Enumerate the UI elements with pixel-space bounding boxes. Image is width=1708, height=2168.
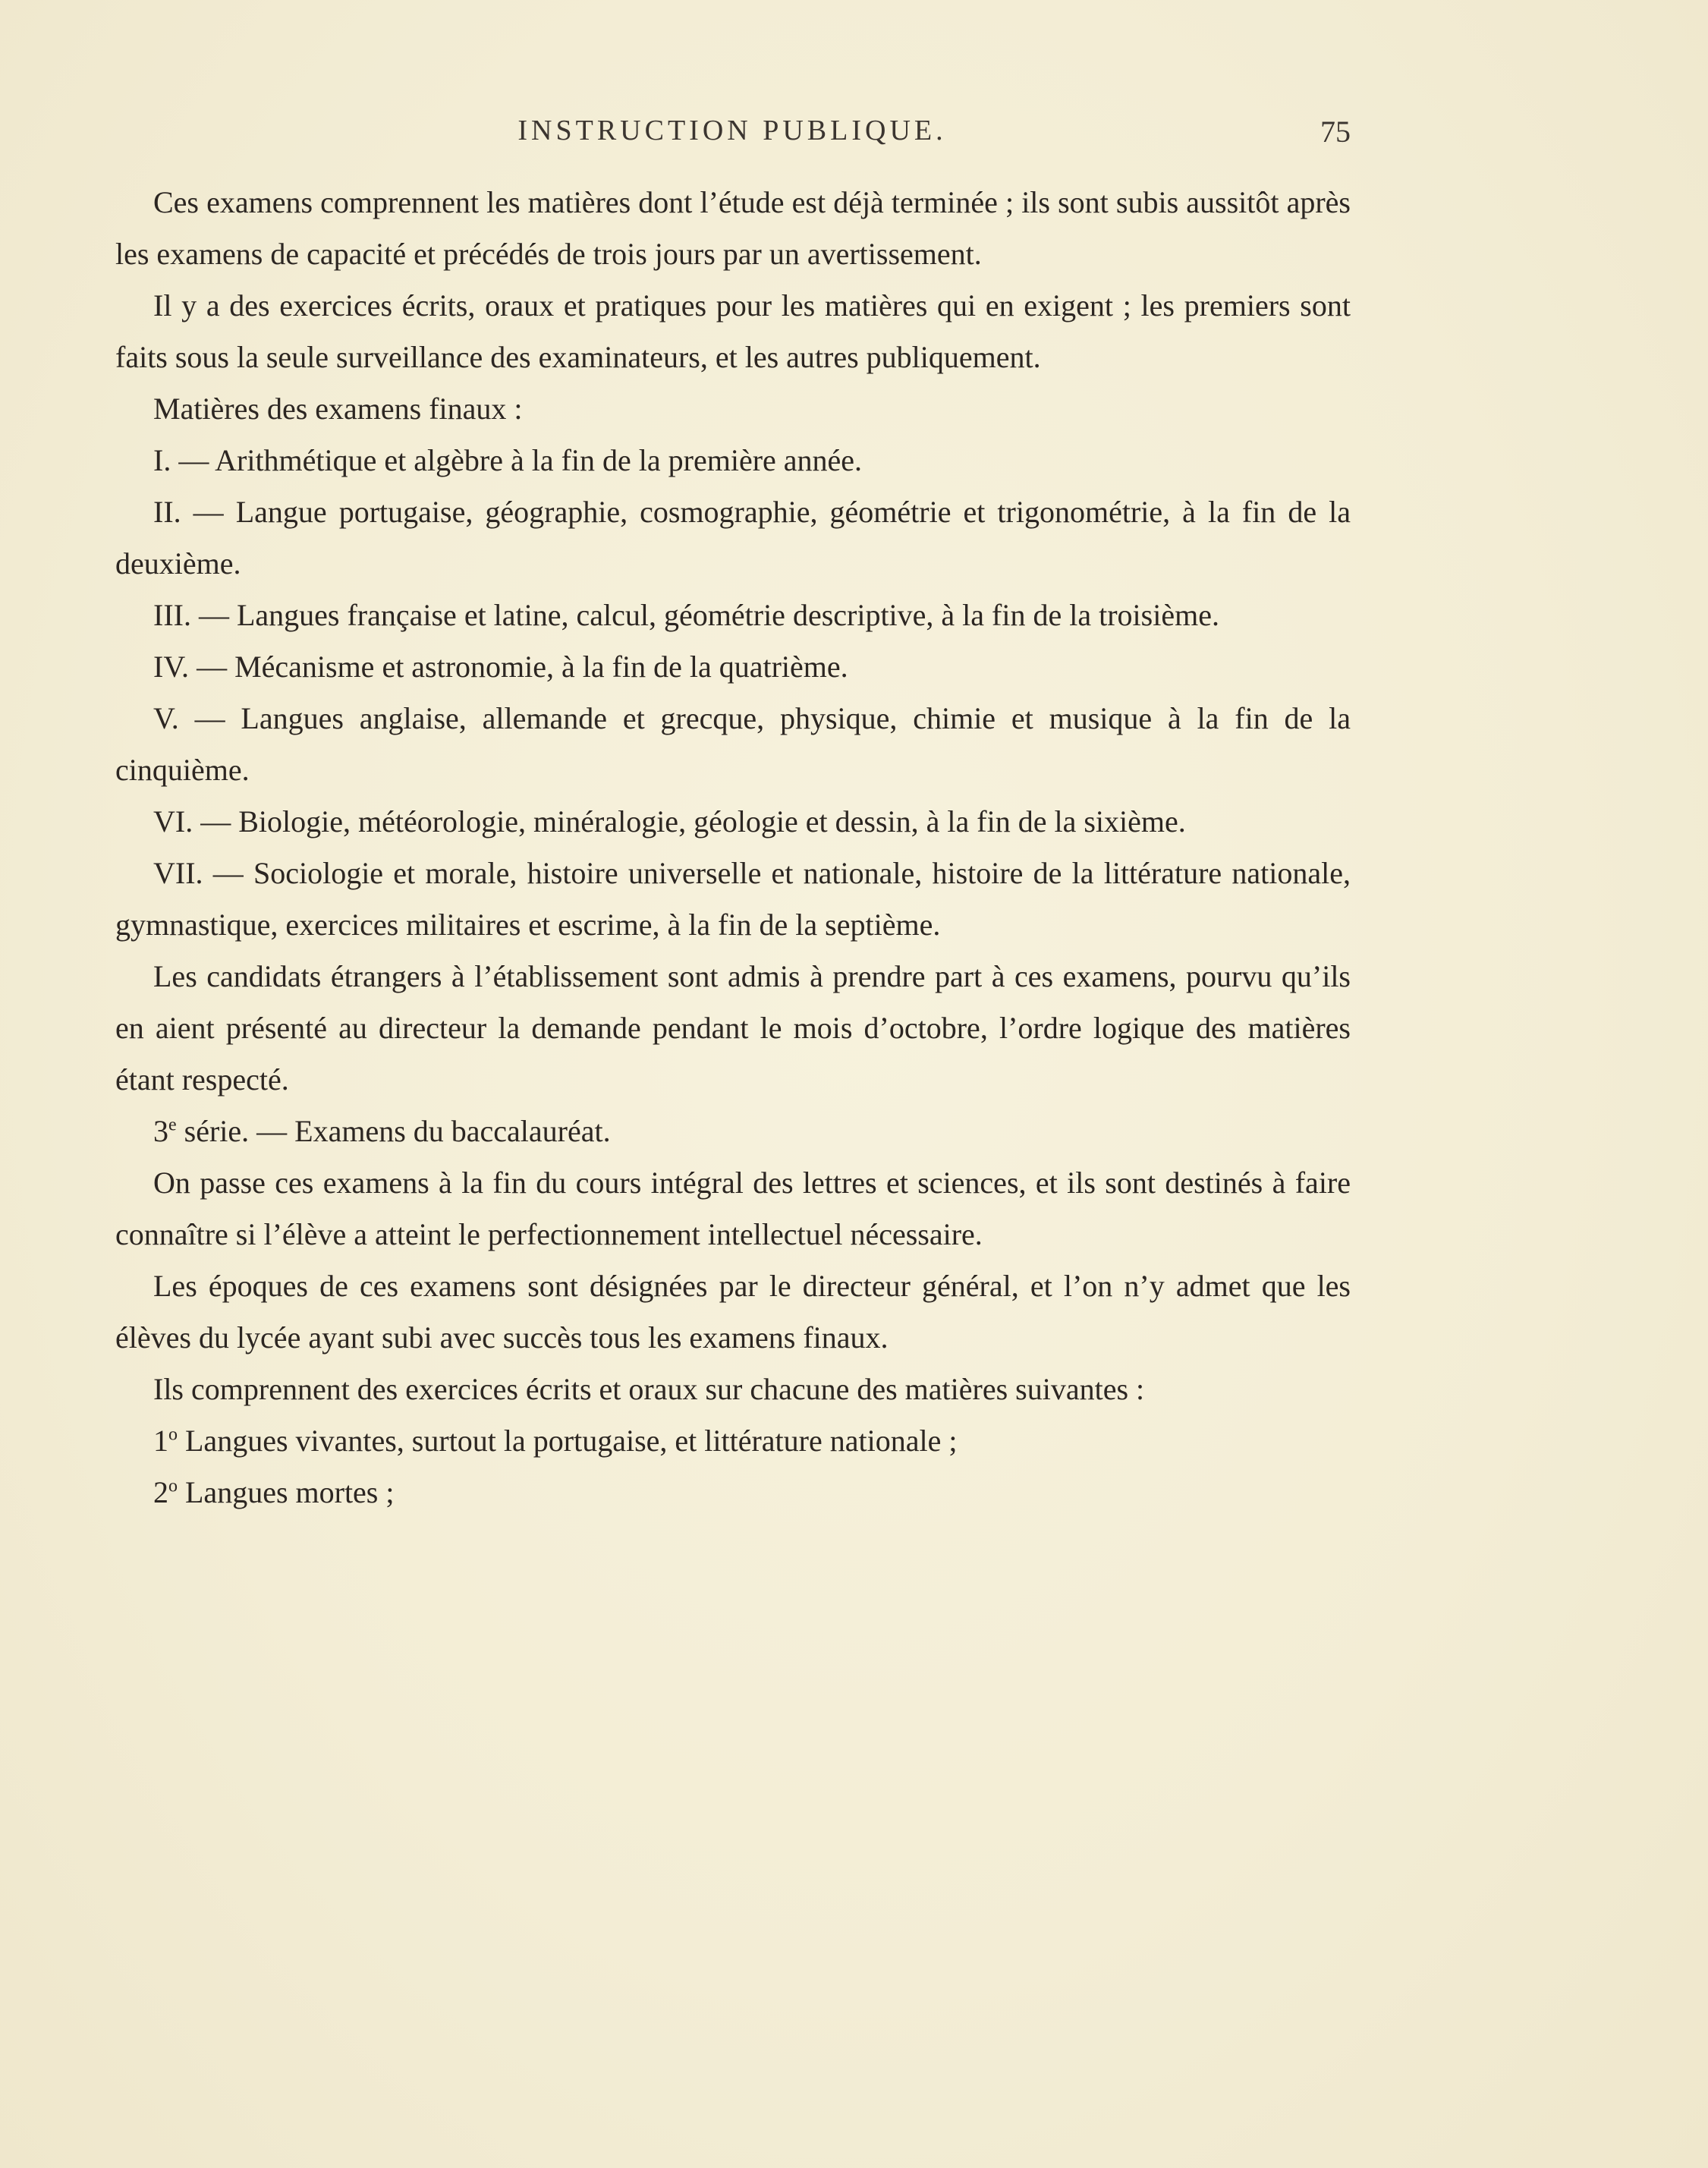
subject-ordinal-suffix: o	[168, 1476, 178, 1496]
item-text: Arithmétique et algèbre à la fin de la première année.	[215, 443, 863, 477]
item-dash: —	[193, 804, 239, 839]
final-exam-item-6	[115, 796, 1351, 848]
final-exam-item-2	[115, 486, 1351, 590]
item-text: Mécanisme et astronomie, à la fin de la quatrième.	[234, 650, 848, 684]
item-text: Langue portugaise, géographie, cosmographie, géométrie et trigonométrie, à la fin de la deuxième.	[115, 495, 1351, 581]
item-number: II.	[153, 495, 181, 529]
paragraph-exam-subjects: Ces examens comprennent les matières dont l’étude est déjà terminée ; ils sont subis aussitôt après les examens de capacité et précédés de trois jours par un avertissement.	[115, 185, 1351, 271]
subject-item-2	[115, 1467, 1351, 1518]
paragraph-subjects-intro: Ils comprennent des exercices écrits et oraux sur chacune des matières suivantes :	[153, 1372, 1145, 1406]
item-text: Biologie, météorologie, minéralogie, géologie et dessin, à la fin de la sixième.	[238, 804, 1186, 839]
subject-item-1	[115, 1415, 1351, 1467]
item-dash: —	[178, 701, 241, 735]
item-text: Langues anglaise, allemande et grecque, physique, chimie et musique à la fin de la cinquième.	[115, 701, 1351, 787]
paragraph-exam-periods: Les époques de ces examens sont désignées par le directeur général, et l’on n’y admet que les élèves du lycée ayant subi avec succès tous les examens finaux.	[115, 1269, 1351, 1355]
final-exam-item-3	[115, 590, 1351, 641]
final-exam-item-5	[115, 693, 1351, 796]
item-number: IV.	[153, 650, 190, 684]
final-exam-item-1	[115, 435, 1351, 486]
paragraph-baccalaureate: On passe ces examens à la fin du cours intégral des lettres et sciences, et ils sont destinés à faire connaître si l’élève a atteint le perfectionnement intellectuel nécessaire.	[115, 1166, 1351, 1251]
item-text: Sociologie et morale, histoire universelle et nationale, histoire de la littérature nationale, gymnastique, exercices militaires et escrime, à la fin de la septième.	[115, 856, 1351, 942]
page-number: 75	[1320, 115, 1351, 149]
item-number: VI.	[153, 804, 193, 839]
item-dash: —	[190, 598, 237, 632]
series-title: série. — Examens du baccalauréat.	[176, 1114, 611, 1148]
running-title: INSTRUCTION PUBLIQUE.	[517, 115, 947, 146]
item-dash: —	[189, 650, 235, 684]
item-number: VII.	[153, 856, 203, 890]
paragraph-final-exams-heading: Matières des examens finaux :	[153, 392, 523, 426]
item-dash: —	[203, 856, 253, 890]
series-ordinal-suffix: e	[168, 1115, 177, 1135]
subject-text: Langues mortes ;	[178, 1475, 395, 1509]
running-head	[114, 114, 1351, 159]
item-number: V.	[153, 701, 179, 735]
paragraph-foreign-candidates: Les candidats étrangers à l’établissement sont admis à prendre part à ces examens, pourvu qu’ils en aient présenté au directeur la demande pendant le mois d’octobre, l’ordre logique des matières étant respecté.	[115, 959, 1351, 1097]
item-number: I.	[153, 443, 171, 477]
item-dash: —	[171, 443, 215, 477]
final-exam-item-4	[115, 641, 1351, 693]
item-text: Langues française et latine, calcul, géométrie descriptive, à la fin de la troisième.	[236, 598, 1219, 632]
item-dash: —	[181, 495, 236, 529]
paragraph-exercises: Il y a des exercices écrits, oraux et pratiques pour les matières qui en exigent ; les premiers sont faits sous la seule surveillance des examinateurs, et les autres publiquement.	[115, 288, 1351, 374]
series-3-heading	[115, 1106, 1351, 1157]
subject-number: 1	[153, 1424, 168, 1458]
series-number: 3	[153, 1114, 168, 1148]
subject-number: 2	[153, 1475, 168, 1509]
final-exam-item-7	[115, 848, 1351, 951]
body-text	[115, 177, 1351, 1518]
subject-ordinal-suffix: o	[168, 1424, 178, 1445]
item-number: III.	[153, 598, 191, 632]
subject-text: Langues vivantes, surtout la portugaise, et littérature nationale ;	[178, 1424, 958, 1458]
